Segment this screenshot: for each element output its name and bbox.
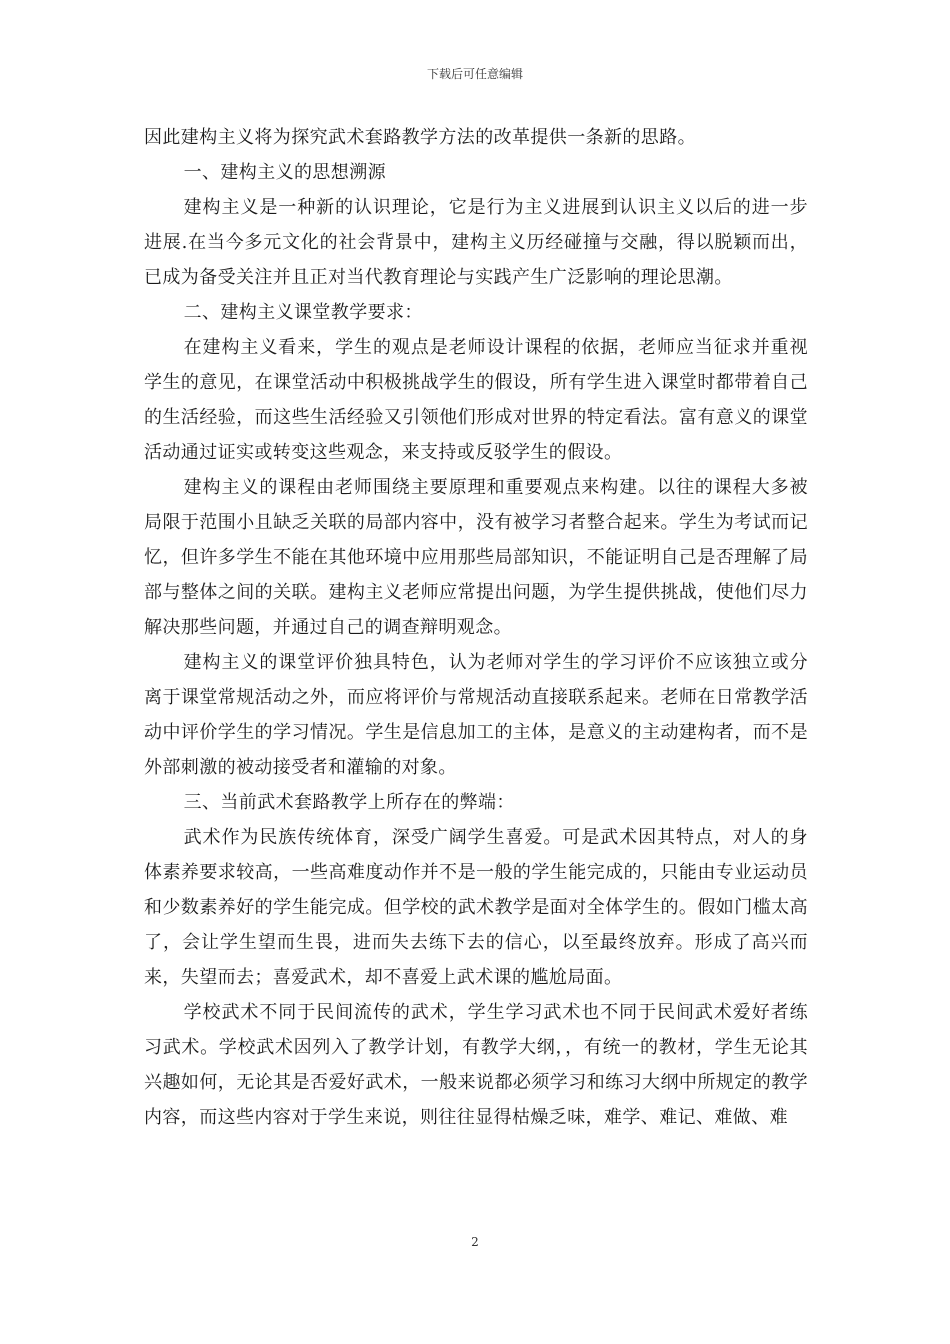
paragraph: 建构主义的课程由老师围绕主要原理和重要观点来构建。以往的课程大多被局限于范围小且缺乏关联的局部内容中，没有被学习者整合起来。学生为考试而记忆，但许多学生不能在其他环境中应用那些局部知识，不能证明自己是否理解了局部与整体之间的关联。建构主义老师应常提出问题，为学生提供挑战，使他们尽力解决那些问题，并通过自己的调查辩明观念。 (144, 477, 808, 638)
document-body (144, 120, 808, 1135)
paragraph: 武术作为民族传统体育，深受广阔学生喜爱。可是武术因其特点，对人的身体素养要求较高，一些高难度动作并不是一般的学生能完成的，只能由专业运动员和少数素养好的学生能完成。但学校的武术教学是面对全体学生的。假如门槛太高了，会让学生望而生畏，进而失去练下去的信心，以至最终放弃。形成了高兴而来，失望而去；喜爱武术，却不喜爱上武术课的尴尬局面。 (144, 827, 808, 988)
section-heading-3: 三、当前武术套路教学上所存在的弊端： (183, 792, 515, 813)
section-heading-2: 二、建构主义课堂教学要求： (183, 302, 423, 323)
page-header (0, 66, 950, 82)
page-footer (0, 1234, 950, 1250)
paragraph-continuation: 因此建构主义将为探究武术套路教学方法的改革提供一条新的思路。 (144, 127, 696, 148)
paragraph: 建构主义的课堂评价独具特色，认为老师对学生的学习评价不应该独立或分离于课堂常规活动之外，而应将评价与常规活动直接联系起来。老师在日常教学活动中评价学生的学习情况。学生是信息加工的主体，是意义的主动建构者，而不是外部刺激的被动接受者和灌输的对象。 (144, 652, 808, 778)
paragraph: 在建构主义看来，学生的观点是老师设计课程的依据，老师应当征求并重视学生的意见，在课堂活动中积极挑战学生的假设，所有学生进入课堂时都带着自己的生活经验，而这些生活经验又引领他们形成对世界的特定看法。富有意义的课堂活动通过证实或转变这些观念，来支持或反驳学生的假设。 (144, 337, 808, 463)
section-heading-1: 一、建构主义的思想溯源 (183, 162, 386, 183)
paragraph: 建构主义是一种新的认识理论，它是行为主义进展到认识主义以后的进一步进展.在当今多元文化的社会背景中，建构主义历经碰撞与交融，得以脱颖而出，已成为备受关注并且正对当代教育理论与实践产生广泛影响的理论思潮。 (144, 197, 808, 288)
page-number: 2 (471, 1235, 479, 1249)
paragraph: 学校武术不同于民间流传的武术，学生学习武术也不同于民间武术爱好者练习武术。学校武术因列入了教学计划，有教学大纲，，有统一的教材，学生无论其兴趣如何，无论其是否爱好武术，一般来说都必须学习和练习大纲中所规定的教学内容，而这些内容对于学生来说，则往往显得枯燥乏味，难学、难记、难做、难 (144, 1002, 808, 1128)
header-note: 下载后可任意编辑 (426, 67, 523, 81)
